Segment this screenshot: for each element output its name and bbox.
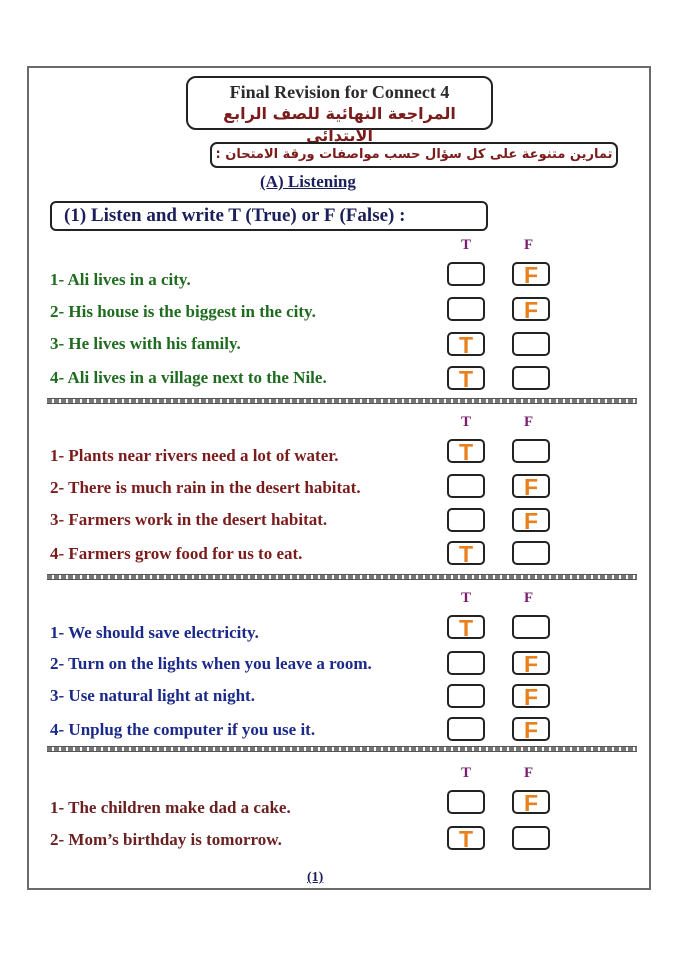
question-item: 4- Unplug the computer if you use it. [50, 720, 316, 739]
true-answer-box[interactable] [447, 474, 485, 498]
answer-mark: T [458, 332, 474, 358]
title-english: Final Revision for Connect 4 [229, 82, 450, 102]
question-item: 1- Plants near rivers need a lot of water. [50, 446, 339, 465]
true-answer-box[interactable] [447, 717, 485, 741]
true-answer-box[interactable] [447, 262, 485, 286]
true-answer-box[interactable] [447, 615, 485, 639]
column-header-true: T [461, 237, 472, 253]
column-header-true: T [461, 590, 472, 606]
true-answer-box[interactable] [447, 826, 485, 850]
false-answer-box[interactable] [512, 439, 550, 463]
column-header-true: T [461, 414, 472, 430]
separator-line [47, 746, 637, 752]
answer-mark: T [458, 826, 474, 852]
true-answer-box[interactable] [447, 790, 485, 814]
subtitle-arabic: تمارين متنوعة على كل سؤال حسب مواصفات ورقة الامتحان : [210, 142, 618, 168]
answer-mark: F [523, 790, 539, 816]
column-header-true: T [461, 765, 472, 781]
question-item: 1- Ali lives in a city. [50, 270, 191, 289]
answer-mark: F [523, 508, 539, 534]
true-answer-box[interactable] [447, 541, 485, 565]
column-header-false: F [524, 414, 534, 430]
question-item: 3- He lives with his family. [50, 334, 241, 353]
true-answer-box[interactable] [447, 439, 485, 463]
column-header-false: F [524, 765, 534, 781]
answer-mark: F [523, 474, 539, 500]
question-item: 1- We should save electricity. [50, 623, 259, 642]
false-answer-box[interactable] [512, 508, 550, 532]
separator-line [47, 398, 637, 404]
true-answer-box[interactable] [447, 332, 485, 356]
question-item: 4- Farmers grow food for us to eat. [50, 544, 303, 563]
true-answer-box[interactable] [447, 297, 485, 321]
section-heading: (A) Listening [260, 172, 356, 191]
question-item: 2- Turn on the lights when you leave a room. [50, 654, 372, 673]
false-answer-box[interactable] [512, 717, 550, 741]
question-item: 2- Mom’s birthday is tomorrow. [50, 830, 282, 849]
false-answer-box[interactable] [512, 262, 550, 286]
false-answer-box[interactable] [512, 651, 550, 675]
separator-line [47, 574, 637, 580]
false-answer-box[interactable] [512, 366, 550, 390]
true-answer-box[interactable] [447, 684, 485, 708]
false-answer-box[interactable] [512, 615, 550, 639]
answer-mark: T [458, 541, 474, 567]
false-answer-box[interactable] [512, 826, 550, 850]
false-answer-box[interactable] [512, 684, 550, 708]
false-answer-box[interactable] [512, 790, 550, 814]
answer-mark: T [458, 366, 474, 392]
page-number: (1) [307, 870, 324, 885]
true-answer-box[interactable] [447, 651, 485, 675]
false-answer-box[interactable] [512, 297, 550, 321]
question-item: 2- There is much rain in the desert habitat. [50, 478, 361, 497]
answer-mark: T [458, 439, 474, 465]
title-arabic: المراجعة النهائية للصف الرابع الابتدائى [223, 104, 456, 145]
false-answer-box[interactable] [512, 541, 550, 565]
answer-mark: F [523, 717, 539, 743]
question-item: 3- Farmers work in the desert habitat. [50, 510, 328, 529]
answer-mark: F [523, 262, 539, 288]
true-answer-box[interactable] [447, 508, 485, 532]
exercise-heading: (1) Listen and write T (True) or F (False) : [50, 201, 488, 231]
false-answer-box[interactable] [512, 332, 550, 356]
title-box [186, 76, 493, 145]
true-answer-box[interactable] [447, 366, 485, 390]
column-header-false: F [524, 237, 534, 253]
answer-mark: T [458, 615, 474, 641]
question-item: 1- The children make dad a cake. [50, 798, 291, 817]
column-header-false: F [524, 590, 534, 606]
answer-mark: F [523, 297, 539, 323]
question-item: 3- Use natural light at night. [50, 686, 255, 705]
false-answer-box[interactable] [512, 474, 550, 498]
answer-mark: F [523, 684, 539, 710]
question-item: 2- His house is the biggest in the city. [50, 302, 316, 321]
answer-mark: F [523, 651, 539, 677]
question-item: 4- Ali lives in a village next to the Nile. [50, 368, 327, 387]
